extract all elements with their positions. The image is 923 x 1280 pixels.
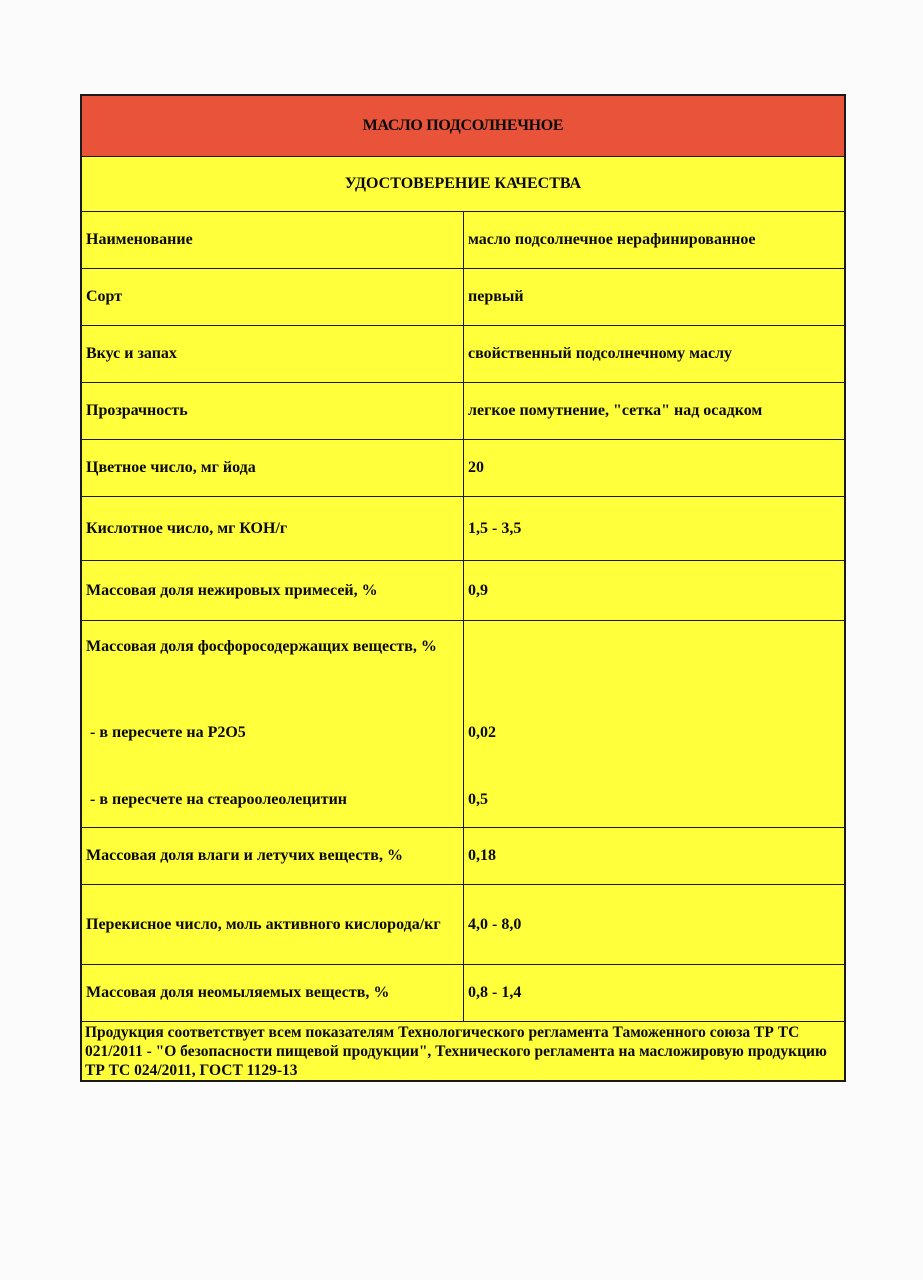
row-label-impurities: Массовая доля нежировых примесей, % — [82, 561, 464, 620]
row-value-acid-number: 1,5 - 3,5 — [468, 519, 522, 537]
row-value-taste: свойственный подсолнечному маслу — [468, 345, 733, 362]
row-value-color-number: 20 — [468, 459, 484, 476]
row-label-taste: Вкус и запах — [82, 326, 464, 382]
row-value-name: масло подсолнечное нерафинированное — [468, 231, 756, 248]
row-label-color-number: Цветное число, мг йода — [82, 440, 464, 496]
row-label-peroxide: Перекисное число, моль активного кислорода/кг — [82, 885, 464, 964]
table-row — [82, 884, 844, 964]
row-label-transparency: Прозрачность — [82, 383, 464, 439]
row-label-p2o5: - в пересчете на Р2О5 — [86, 724, 246, 741]
table-row — [82, 268, 844, 325]
document-subtitle: УДОСТОВЕРЕНИЕ КАЧЕСТВА — [82, 156, 844, 211]
table-row — [82, 325, 844, 382]
quality-certificate-table — [80, 94, 846, 1082]
row-label-unsaponifiable: Массовая доля неомыляемых веществ, % — [82, 965, 464, 1021]
row-label-moisture: Массовая доля влаги и летучих веществ, % — [82, 828, 464, 884]
row-label-phosphorus: Массовая доля фосфоросодержащих веществ, % — [86, 638, 437, 655]
row-label-acid-number: Кислотное число, мг КОН/г — [82, 497, 464, 560]
row-value-transparency: легкое помутнение, "сетка" над осадком — [468, 402, 763, 419]
row-label-grade: Сорт — [82, 269, 464, 325]
row-label-name: Наименование — [82, 212, 464, 268]
row-value-peroxide: 4,0 - 8,0 — [468, 915, 522, 933]
table-row — [82, 439, 844, 496]
row-value-unsaponifiable: 0,8 - 1,4 — [468, 984, 522, 1001]
table-row — [82, 964, 844, 1021]
compliance-statement: Продукция соответствует всем показателям Технологического регламента Таможенного союза ТР ТС 021/2011 - "О безопасности пищевой продукции", Технического регламента на масложировую продукцию ТР ТС 024/2011, ГОСТ 1129-13 — [82, 1021, 844, 1080]
document-title: МАСЛО ПОДСОЛНЕЧНОЕ — [82, 96, 844, 156]
table-row — [82, 496, 844, 560]
table-row — [82, 827, 844, 884]
row-value-grade: первый — [468, 288, 524, 305]
table-row — [82, 560, 844, 620]
table-row — [82, 211, 844, 268]
table-row — [82, 382, 844, 439]
row-label-lecithin: - в пересчете на стеароолеолецитин — [86, 791, 347, 808]
table-row-phosphorus — [82, 620, 844, 827]
row-value-lecithin: 0,5 — [468, 791, 488, 808]
row-value-impurities: 0,9 — [468, 581, 488, 599]
row-value-moisture: 0,18 — [468, 847, 496, 864]
row-value-p2o5: 0,02 — [468, 724, 496, 741]
